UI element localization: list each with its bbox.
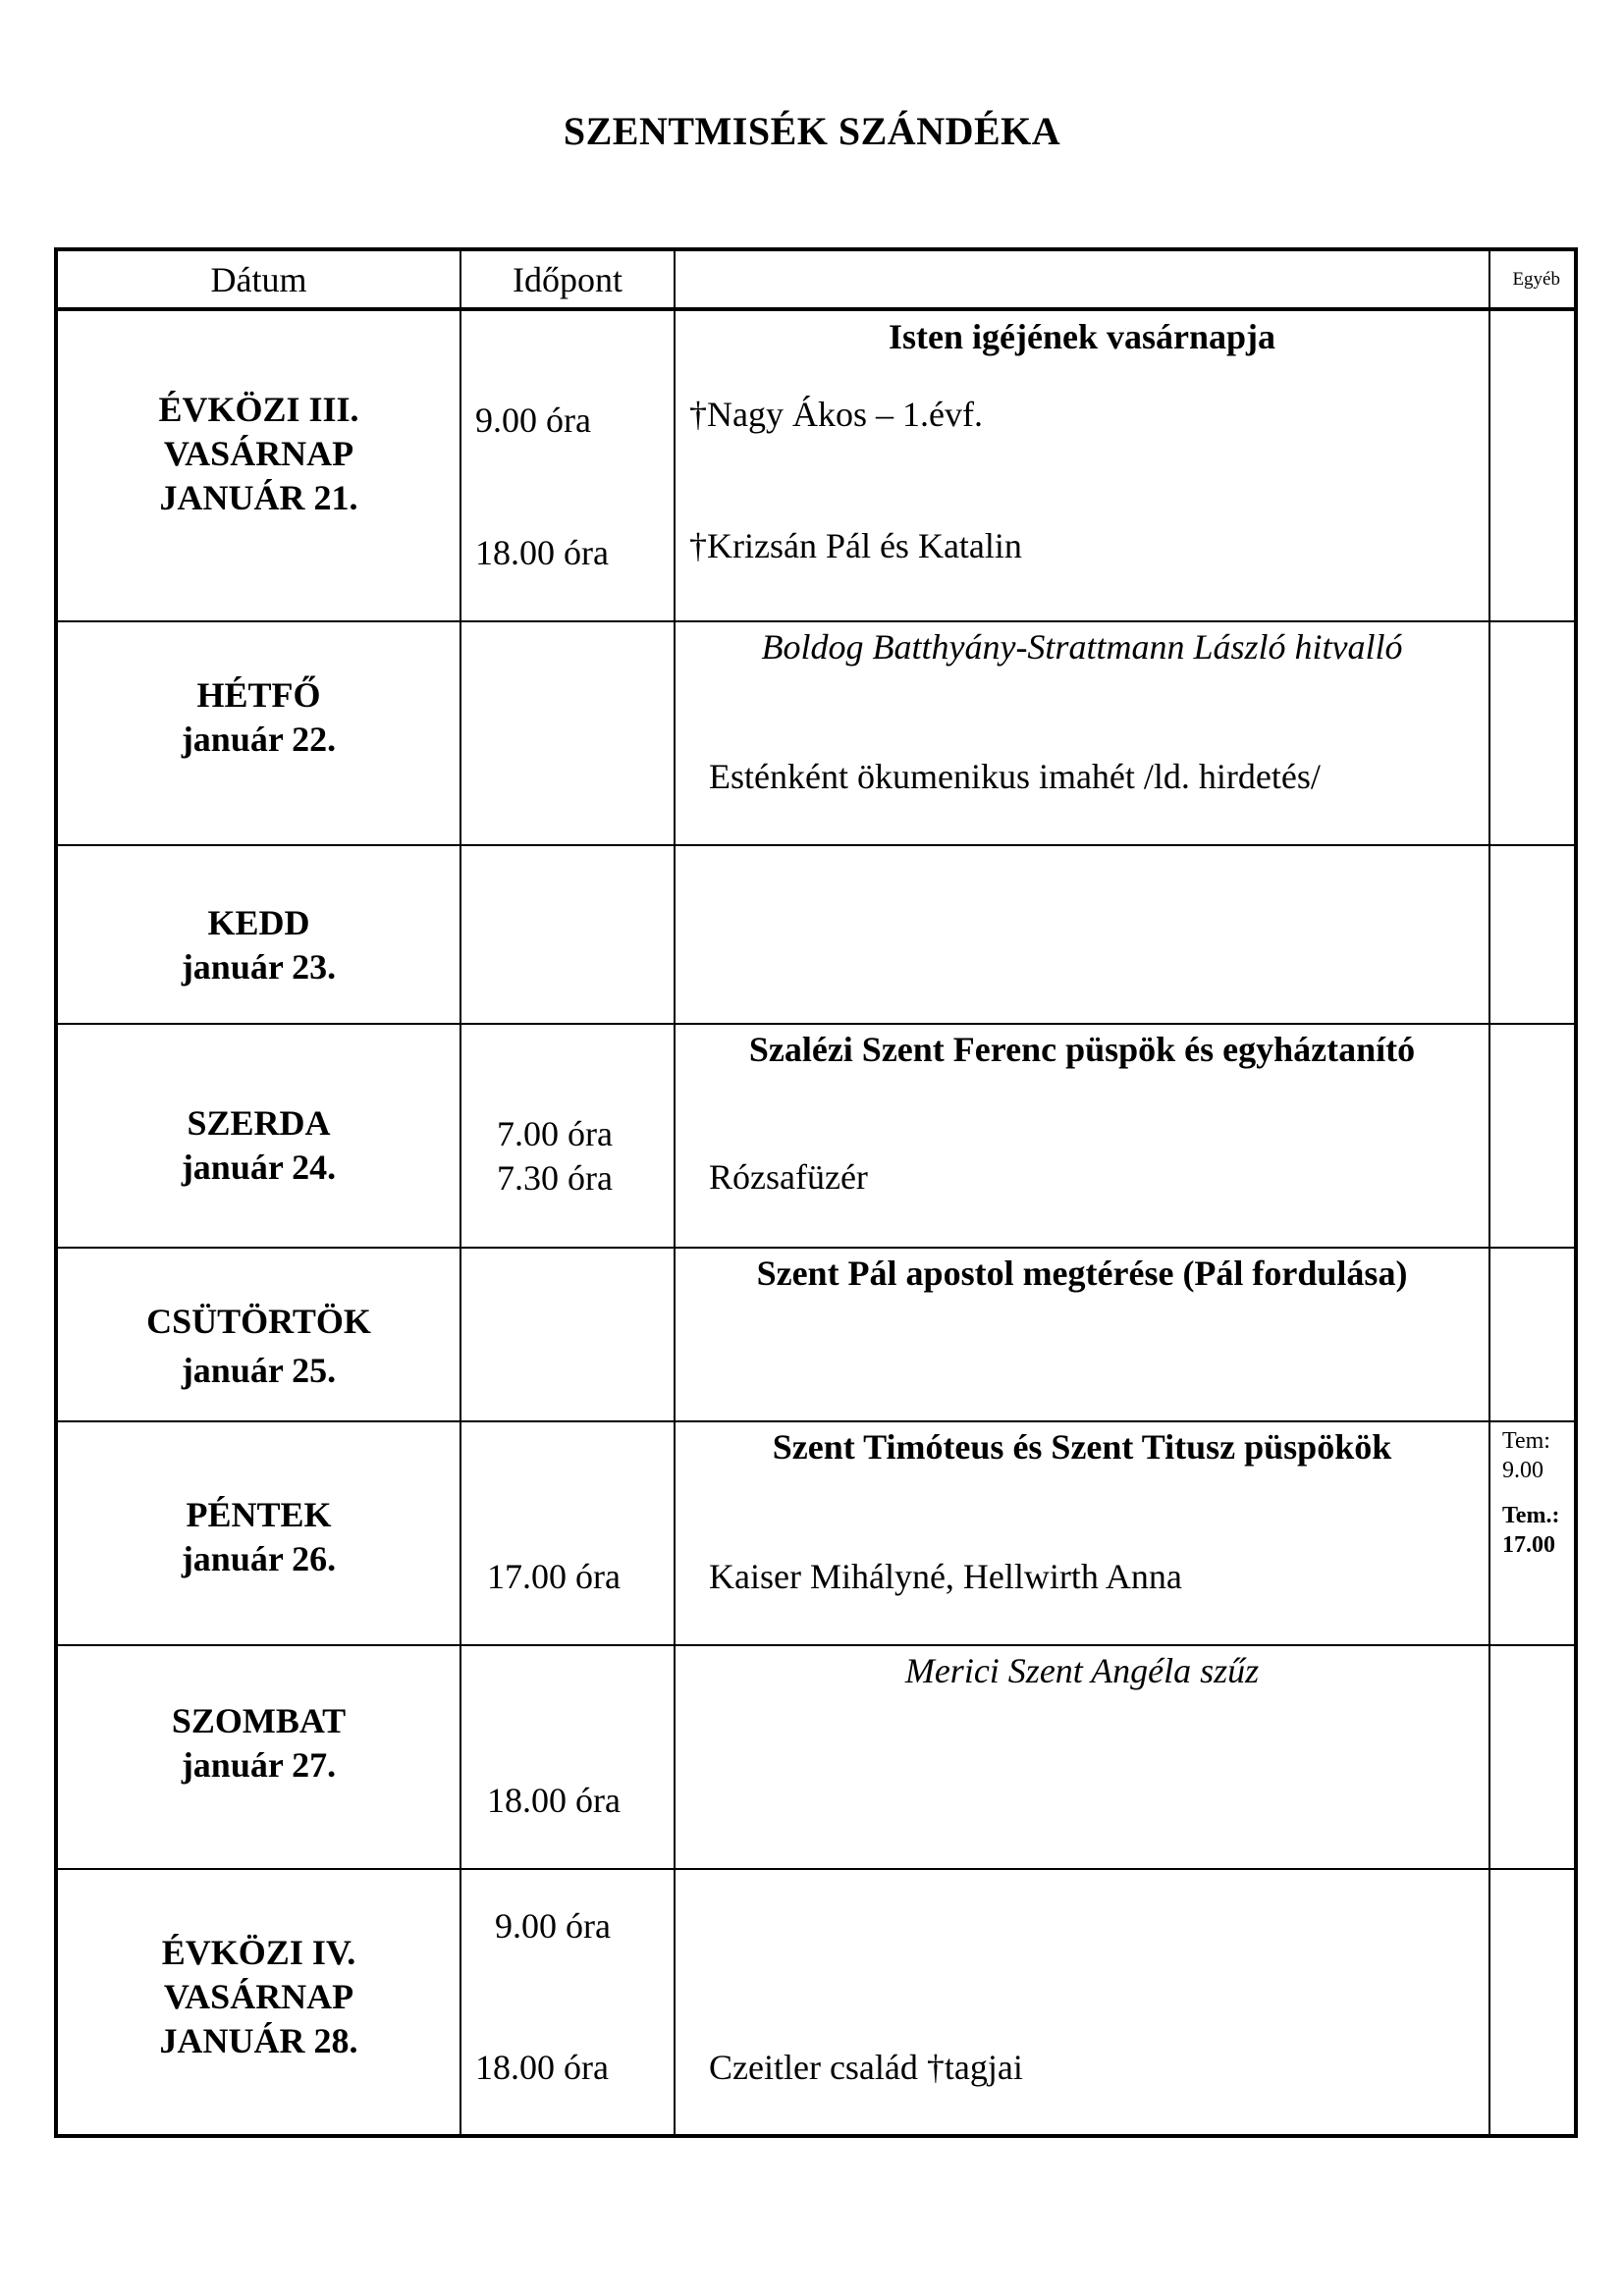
date-cell [56,1869,460,2136]
mass-time: 7.30 óra [497,1158,613,1198]
other-note: 9.00 [1502,1458,1543,1483]
day-date: január 25. [181,1351,337,1390]
intention-cell [675,1869,1489,2136]
date-cell [56,309,460,621]
date-cell [56,1024,460,1248]
day-name: CSÜTÖRTÖK [146,1302,371,1341]
other-cell [1489,845,1576,1024]
day-label: VASÁRNAP [163,1977,354,2016]
table-row [56,1869,1576,2136]
mass-time: 9.00 óra [495,1906,611,1946]
mass-time: 18.00 óra [475,533,609,572]
date-cell [56,1645,460,1869]
mass-intention: Esténként ökumenikus imahét /ld. hirdetés/ [709,757,1321,796]
day-name: HÉTFŐ [196,675,321,715]
feast-title: Szalézi Szent Ferenc püspök és egyháztanító [748,1030,1416,1069]
other-cell [1489,1645,1576,1869]
day-date: január 22. [181,720,337,759]
intention-cell [675,621,1489,845]
other-note: Tem: [1502,1428,1550,1454]
header-row [56,249,1576,309]
day-date: január 27. [181,1745,337,1785]
feast-title: Szent Timóteus és Szent Titusz püspökök [772,1427,1392,1467]
date-cell [56,621,460,845]
time-cell [460,1024,675,1248]
day-date: január 24. [181,1148,337,1187]
mass-intention: Czeitler család †tagjai [709,2048,1023,2087]
intention-cell [675,845,1489,1024]
feast-title: Isten igéjének vasárnapja [889,317,1275,356]
feast-title: Boldog Batthyány-Strattmann László hitvalló [761,627,1403,667]
feast-title: Merici Szent Angéla szűz [904,1651,1260,1690]
time-cell [460,1869,675,2136]
feast-title: Szent Pál apostol megtérése (Pál fordulása) [756,1254,1408,1293]
date-cell [56,845,460,1024]
day-date: január 26. [181,1539,337,1578]
mass-time: 9.00 óra [475,400,591,440]
intention-cell [675,1024,1489,1248]
day-name: SZOMBAT [171,1701,347,1740]
header-other: Egyéb [1489,249,1576,309]
mass-intention: Kaiser Mihályné, Hellwirth Anna [709,1557,1182,1596]
other-cell [1489,1024,1576,1248]
table-row [56,845,1576,1024]
intention-cell [675,1645,1489,1869]
mass-time: 7.00 óra [497,1114,613,1153]
other-cell [1489,621,1576,845]
time-cell [460,621,675,845]
table-row [56,621,1576,845]
day-name: SZERDA [187,1103,331,1143]
mass-schedule-table [54,247,1578,2138]
day-name: KEDD [207,903,310,942]
time-cell [460,845,675,1024]
intention-cell [675,309,1489,621]
day-date: JANUÁR 28. [159,2021,358,2060]
header-time: Időpont [460,249,675,309]
intention-cell [675,1421,1489,1645]
day-label: VASÁRNAP [163,434,354,473]
mass-intention: †Nagy Ákos – 1.évf. [689,395,983,434]
date-cell [56,1248,460,1421]
table-row [56,1024,1576,1248]
day-name: ÉVKÖZI IV. [161,1933,356,1972]
mass-intention: †Krizsán Pál és Katalin [689,526,1022,565]
time-cell [460,1421,675,1645]
mass-time: 18.00 óra [487,1781,621,1820]
table-row [56,1421,1576,1645]
table-row [56,1248,1576,1421]
date-cell [56,1421,460,1645]
day-date: január 23. [181,947,337,987]
mass-time: 17.00 óra [487,1557,621,1596]
mass-intention: Rózsafüzér [709,1157,868,1197]
other-cell [1489,1248,1576,1421]
intention-cell [675,1248,1489,1421]
table-row [56,1645,1576,1869]
other-note: Tem.: [1502,1503,1560,1528]
table-row [56,309,1576,621]
page-title: SZENTMISÉK SZÁNDÉKA [563,109,1061,153]
header-date: Dátum [56,249,460,309]
other-cell [1489,1421,1576,1645]
other-cell [1489,1869,1576,2136]
day-name: ÉVKÖZI III. [158,390,359,429]
day-name: PÉNTEK [186,1495,332,1534]
other-note: 17.00 [1502,1532,1555,1558]
time-cell [460,309,675,621]
day-date: JANUÁR 21. [159,478,358,517]
other-cell [1489,309,1576,621]
time-cell [460,1248,675,1421]
mass-time: 18.00 óra [475,2048,609,2087]
time-cell [460,1645,675,1869]
header-intention [675,249,1489,309]
